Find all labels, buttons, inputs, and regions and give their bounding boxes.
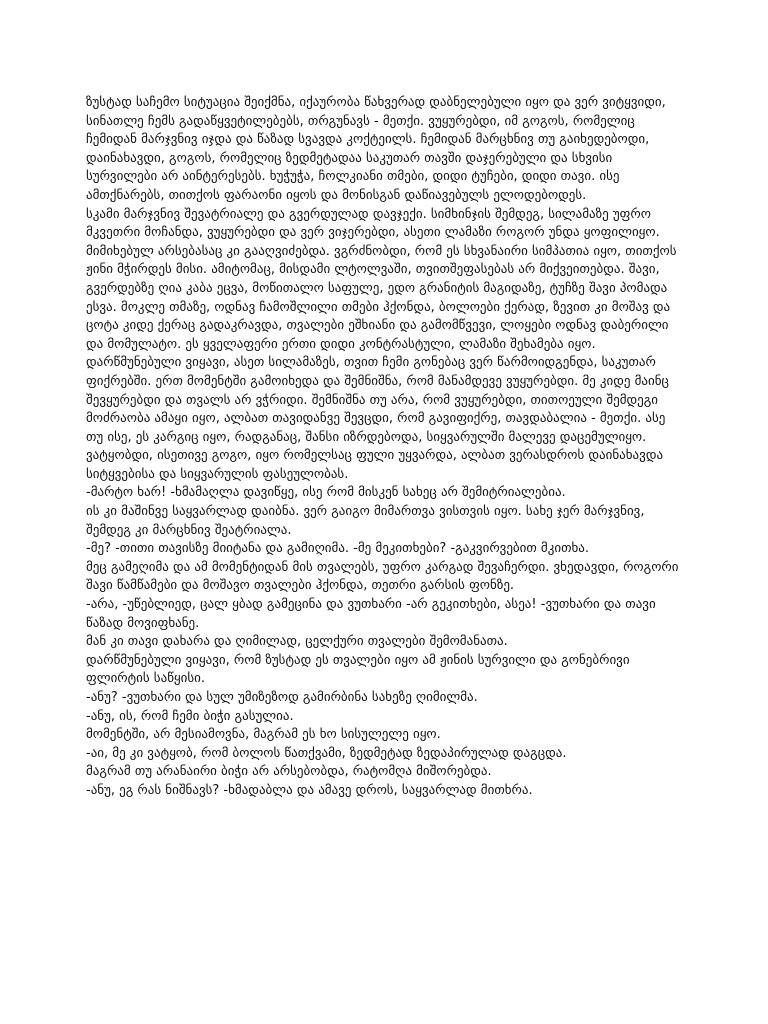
paragraph-1: ზუსტად საჩემო სიტუაცია შეიქმნა, იქაურობა წახვერად დაბნელებული იყო და ვერ ვიტყვიდი, სინათლე ჩემს გადაწყვეტილებებს, თრგუნავს - მეთქი. ვუყურებდი, იმ გოგოს, რომელიც ჩემიდან მარჯვნივ იჯდა და წაზად სვავდა კოქტეილს. ჩემიდან მარცხნივ თუ გაიხედებოდი, დაინახავდი, გოგოს, რომელიც ზედმეტადაა საკუთარ თავში დაჯერებული და სხვისი სურვილები არ აინტერესებს. ხუჭუჭა, ჩოლკიანი თმები, დიდი ტუჩები, დიდი თავი. ისე ამთქნარებს, თითქოს ფარაონი იყოს და მონისგან დაწიავებულს ელოდებოდეს. bbox=[86, 95, 666, 203]
paragraph-15: -ანუ, ეგ რას ნიშნავს? -ხმადაბლა და ამავე დროს, საყვარლად მითხრა. bbox=[86, 782, 533, 798]
document-text bbox=[86, 94, 686, 801]
paragraph-2: სკამი მარჯვნივ შევატრიალე და გვერდულად დავჯექი. სიმხინჯის შემდეგ, სილამაზე უფრო მკვეთრი მოჩანდა, ვუყურებდი და ვერ ვიჯერებდი, ასეთი ლამაზი როგორ უნდა ყოფილიყო. მიმიხებულ არსებასაც კი გააღვიძებდა. ვგრძნობდი, რომ ეს სხვანაირი სიმპათია იყო, თითქოს ჟინი მჭირდეს მისი. ამიტომაც, მისდამი ლტოლვაში, თვითშეფასებას არ მიქვეითებდა. შავი, გვერდებზე ღია კაბა ეცვა, მოწითალო საფულე, ედო გრანიტის მაგიდაზე, ტუჩზე შავი პომადა ესვა. მოკლე თმაზე, ოდნავ ჩამოშლილი თმები ჰქონდა, ბოლოები ქერად, ზევით კი მოშავ და ცოტა კიდე ქერაც გადაკრავდა, თვალები ეშხიანი და გამომწვევი, ლოყები ოდნავ დაბერილი და მომულატო. ეს ყველაფერი ერთი დიდი კონტრასტული, ლამაზი შეხამება იყო. დარწმუნებული ვიყავი, ასეთ სილამაზეს, თვით ჩემი გონებაც ვერ წარმოიდგენდა, საკუთარ ფიქრებში. ერთ მომენტში გამოიხედა და შემნიშნა, რომ მანამდევე ვუყურებდი. მე კიდე მაინც შევყურებდი და თვალს არ ვჭრიდი. შემნიშნა თუ არა, რომ ვუყურებდი, თითოეული შემდეგი მოძრაობა ამაყი იყო, ალბათ თავიდანვე შევცდი, რომ გავიფიქრე, თავდაბალია - მეთქი. ასე თუ ისე, ეს კარგიც იყო, რადგანაც, შანსი იზრდებოდა, სიყვარულში მალევე დაცემულიყო. ვატყობდი, ისეთივე გოგო, იყო რომელსაც ფული უყვარდა, ალბათ ვერასდროს დაინახავდა სიტყვებისა და სიყვარულის ფასეულობას. bbox=[86, 206, 677, 482]
paragraph-6: მეც გამეღიმა და ამ მომენტიდან მის თვალებს, უფრო კარგად შევაჩერდი. ვხედავდი, როგორი შავი წამწამები და მოშავო თვალები ჰქონდა, თეთრი გარსის ფონზე. bbox=[86, 559, 679, 594]
paragraph-9: დარწმუნებული ვიყავი, რომ ზუსტად ეს თვალები იყო ამ ჟინის სურვილი და გონებრივი ფლირტის საწყისი. bbox=[86, 652, 630, 687]
paragraph-5: -მე? -თითი თავისზე მიიტანა და გამიღიმა. -მე მეკითხები? -გაკვირვებით მკითხა. bbox=[86, 541, 590, 557]
paragraph-14: მაგრამ თუ არანაირი ბიჭი არ არსებობდა, რატომღა მიშორებდა. bbox=[86, 764, 492, 780]
paragraph-4: ის კი მაშინვე საყვარლად დაიბნა. ვერ გაიგო მიმართვა ვისთვის იყო. სახე ჯერ მარჯვნივ, შემდეგ კი მარცხნივ შეატრიალა. bbox=[86, 504, 645, 538]
paragraph-7: -არა, -უწებლიედ, ცალ ყბად გამეცინა და ვუთხარი -არ გეკითხები, ასეა! -ვუთხარი და თავი წაზად მოვიფხანე. bbox=[86, 597, 656, 631]
paragraph-3: -მარტო ხარ! -ხმამაღლა დავიწყე, ისე რომ მისკენ სახეც არ შემიტრიალებია. bbox=[86, 485, 566, 501]
paragraph-11: -ანუ, ის, რომ ჩემი ბიჭი გასულია. bbox=[86, 708, 294, 724]
paragraph-12: მომენტში, არ მესიამოვნა, მაგრამ ეს ხო სისულელე იყო. bbox=[86, 727, 441, 743]
paragraph-13: -აი, მე კი ვატყობ, რომ ბოლოს წათქვამი, ზედმეტად ზედაპირულად დაგცდა. bbox=[86, 745, 567, 761]
paragraph-8: მან კი თავი დახარა და ღიმილად, ცელქური თვალები შემომანათა. bbox=[86, 634, 508, 650]
paragraph-10: -ანუ? -ვუთხარი და სულ უმიზეზოდ გამირბინა სახეზე ღიმილმა. bbox=[86, 690, 478, 705]
